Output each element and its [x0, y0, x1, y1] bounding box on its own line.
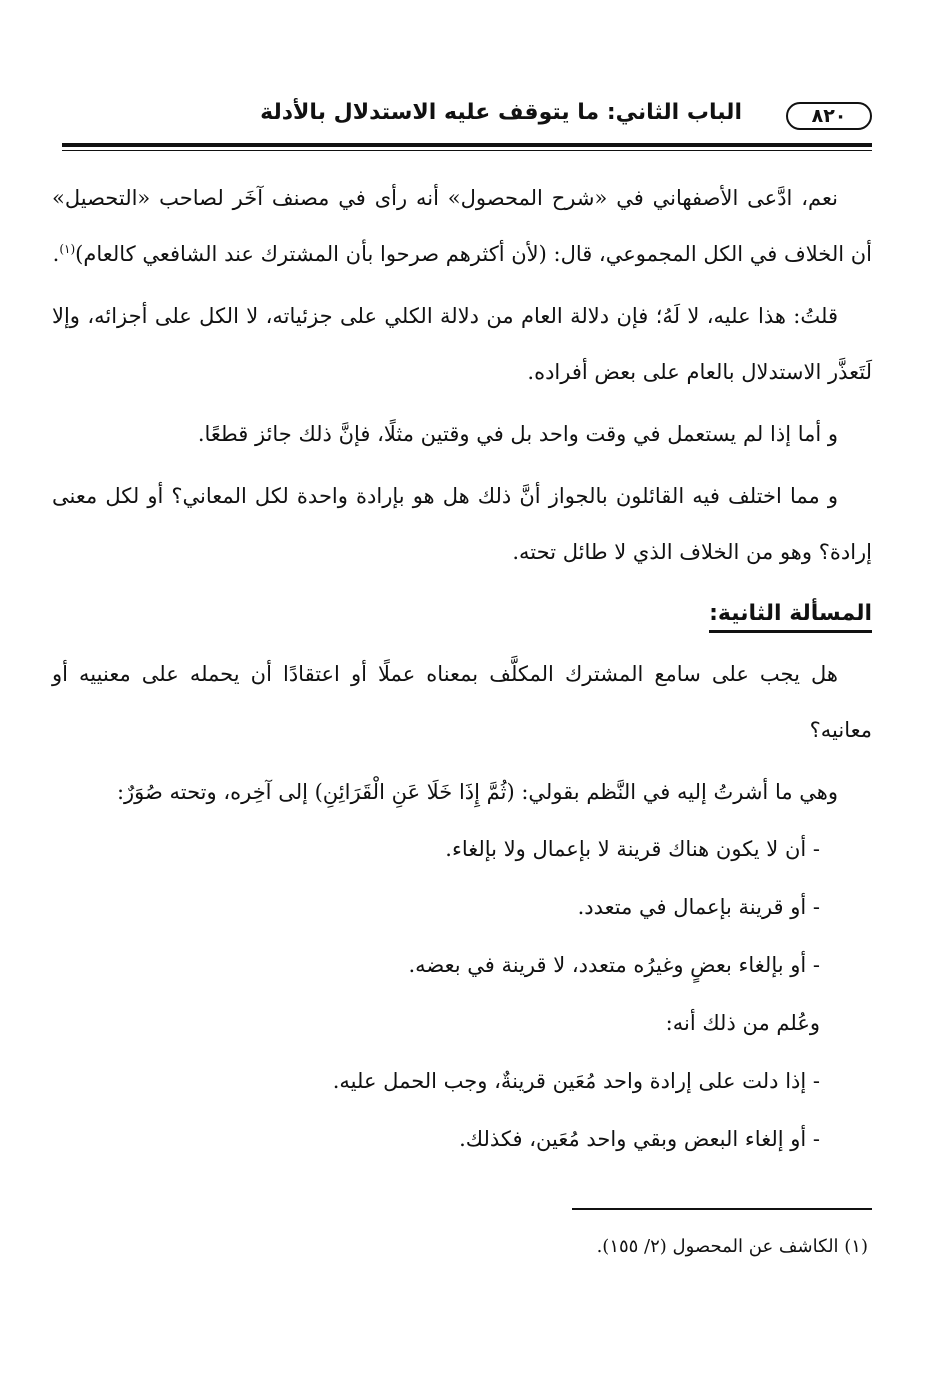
paragraph-3: و أما إذا لم يستعمل في وقت واحد بل في وقتين مثلًا، فإنَّ ذلك جائز قطعًا. [197, 422, 838, 446]
page-header [62, 98, 872, 138]
paragraph-4: و مما اختلف فيه القائلون بالجواز أنَّ ذلك هل هو بإرادة واحدة لكل المعاني؟ أو لكل معنى إرادة؟ وهو من الخلاف الذي لا طائل تحته. [52, 484, 872, 564]
footnote: (١) الكاشف عن المحصول (٢/ ١٥٥). [596, 1236, 868, 1257]
known-case-item: - إذا دلت على إرادة واحد مُعَين قرينةٌ، وجب الحمل عليه. [332, 1069, 820, 1093]
section-intro: وهي ما أشرتُ إليه في النَّظم بقولي: (ثُمَّ إِذَا خَلَا عَنِ الْقَرَائِنِ) إلى آخِره، وتحته صُوَرٌ: [116, 780, 838, 804]
page-number: ٨٢٠ [786, 102, 872, 130]
section-heading: المسألة الثانية: [52, 588, 872, 640]
paragraph-2: قلتُ: هذا عليه، لا لَهُ؛ فإن دلالة العام من دلالة الكلي على جزئياته، لا الكل على أجزائه، وإلا لَتَعذَّر الاستدلال بالعام على بعض أفراده. [52, 304, 872, 384]
case-item: - أو قرينة بإعمال في متعدد. [577, 895, 820, 919]
footnote-reference[interactable]: (١) [59, 242, 76, 256]
header-rule-thin [62, 150, 872, 151]
case-item: - أن لا يكون هناك قرينة لا بإعمال ولا بإلغاء. [445, 837, 820, 861]
case-item: - أو بإلغاء بعضٍ وغيرُه متعدد، لا قرينة في بعضه. [408, 953, 820, 977]
main-text [52, 170, 872, 1168]
section-question: هل يجب على سامع المشترك المكلَّف بمعناه عملًا أو اعتقادًا أن يحمله على معنييه أو معانيه؟ [52, 662, 872, 742]
footnote-separator [572, 1208, 872, 1210]
running-title: الباب الثاني: ما يتوقف عليه الاستدلال بالأدلة [260, 100, 742, 125]
paragraph-1: نعم، ادَّعى الأصفهاني في «شرح المحصول» أنه رأى في مصنف آخَر لصاحب «التحصيل» أن الخلاف في الكل المجموعي، قال: (لأن أكثرهم صرحوا بأن المشترك عند الشافعي كالعام)$^{(١)}$. [52, 186, 872, 266]
known-case-item: - أو إلغاء البعض وبقي واحد مُعَين، فكذلك. [459, 1127, 820, 1151]
known-intro: وعُلم من ذلك أنه: [665, 1011, 820, 1035]
header-rule-thick [62, 143, 872, 147]
